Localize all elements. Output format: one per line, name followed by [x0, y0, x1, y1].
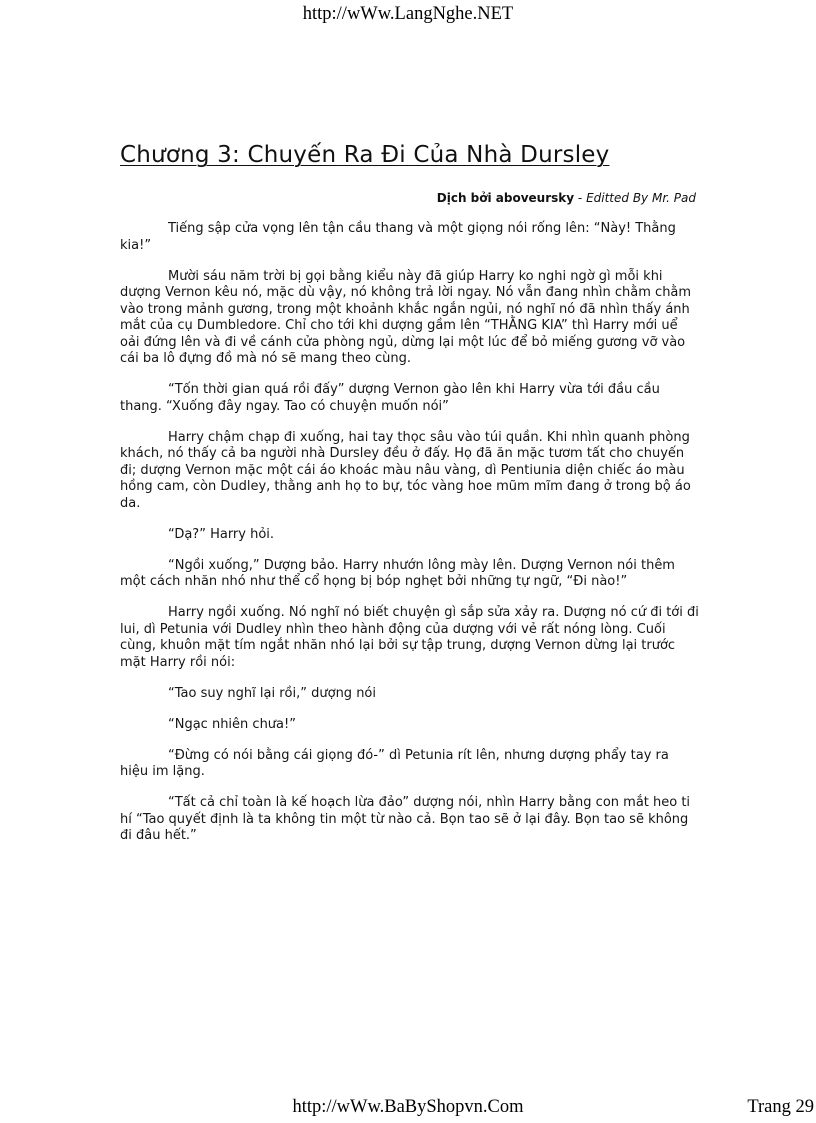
paragraph: “Đừng có nói bằng cái giọng đó-” dì Petunia rít lên, nhưng dượng phẩy tay ra hiệu im lặng. — [120, 747, 669, 779]
paragraph: Harry ngồi xuống. Nó nghĩ nó biết chuyện gì sắp sửa xảy ra. Dượng nó cứ đi tới đi lui, dì Petunia với Dudley nhìn theo hành động của dượng với vẻ rất nóng lòng. Cuối cùng, khuôn mặt tím ngắt nhăn nhó lại bởi sự tập trung, dượng Vernon dừng lại trước mặt Harry rồi nói: — [120, 605, 699, 670]
paragraph: Harry chậm chạp đi xuống, hai tay thọc sâu vào túi quần. Khi nhìn quanh phòng khách, nó thấy cả ba người nhà Dursley đều ở đấy. Họ đã ăn mặc tươm tất cho chuyến đi; dượng Vernon mặc một cái áo khoác màu nâu vàng, dì Pentiunia diện chiếc áo màu hồng cam, còn Dudley, thằng anh họ to bự, tóc vàng hoe mũm mĩm đang ở trong bộ áo da. — [120, 429, 691, 511]
paragraph: Tiếng sập cửa vọng lên tận cầu thang và một giọng nói rống lên: “Này! Thằng kia!” — [120, 221, 676, 253]
header-url: http://wWw.LangNghe.NET — [302, 4, 514, 24]
translator-name: Dịch bởi aboveursky — [436, 191, 575, 205]
chapter-body — [120, 221, 700, 859]
paragraph: “Dạ?” Harry hỏi. — [168, 526, 275, 542]
editor-credit: Editted By Mr. Pad — [586, 191, 696, 205]
chapter-title: Chương 3: Chuyến Ra Đi Của Nhà Dursley — [120, 142, 610, 168]
footer-url: http://wWw.BaByShopvn.Com — [292, 1097, 524, 1117]
paragraph: “Tất cả chỉ toàn là kế hoạch lừa đảo” dượng nói, nhìn Harry bằng con mắt heo ti hí “Tao quyết định là ta không tin một từ nào cả. Bọn tao sẽ ở lại đây. Bọn tao sẽ không đi đâu hết.” — [120, 795, 691, 843]
page-number: Trang 29 — [747, 1097, 814, 1117]
paragraph: “Tốn thời gian quá rồi đấy” dượng Vernon gào lên khi Harry vừa tới đầu cầu thang. “Xuống đây ngay. Tao có chuyện muốn nói” — [120, 382, 660, 414]
credit-separator: - — [574, 191, 587, 205]
paragraph: “Ngạc nhiên chưa!” — [168, 716, 296, 732]
paragraph: Mười sáu năm trời bị gọi bằng kiểu này đã giúp Harry ko nghi ngờ gì mỗi khi dượng Vernon kêu nó, mặc dù vậy, nó không trả lời ngay. Nó vẫn đang nhìn chằm chằm vào trong mảnh gương, trong một khoảnh khắc ngắn ngủi, nó nghĩ nó đã nhìn thấy ánh mắt của cụ Dumbledore. Chỉ cho tới khi dượng gầm lên “THẰNG KIA” thì Harry mới uể oải đứng lên và đi về cánh cửa phòng ngủ, dừng lại một lúc để bỏ miếng gương vỡ vào cái ba lô đựng đồ mà nó sẽ mang theo cùng. — [120, 268, 692, 366]
translator-credit — [437, 191, 696, 205]
paragraph: “Tao suy nghĩ lại rồi,” dượng nói — [168, 685, 376, 701]
paragraph: “Ngồi xuống,” Dượng bảo. Harry nhướn lông mày lên. Dượng Vernon nói thêm một cách nhăn nhó như thể cổ họng bị bóp nghẹt bởi những tự ngữ, “Đi nào!” — [120, 557, 675, 589]
